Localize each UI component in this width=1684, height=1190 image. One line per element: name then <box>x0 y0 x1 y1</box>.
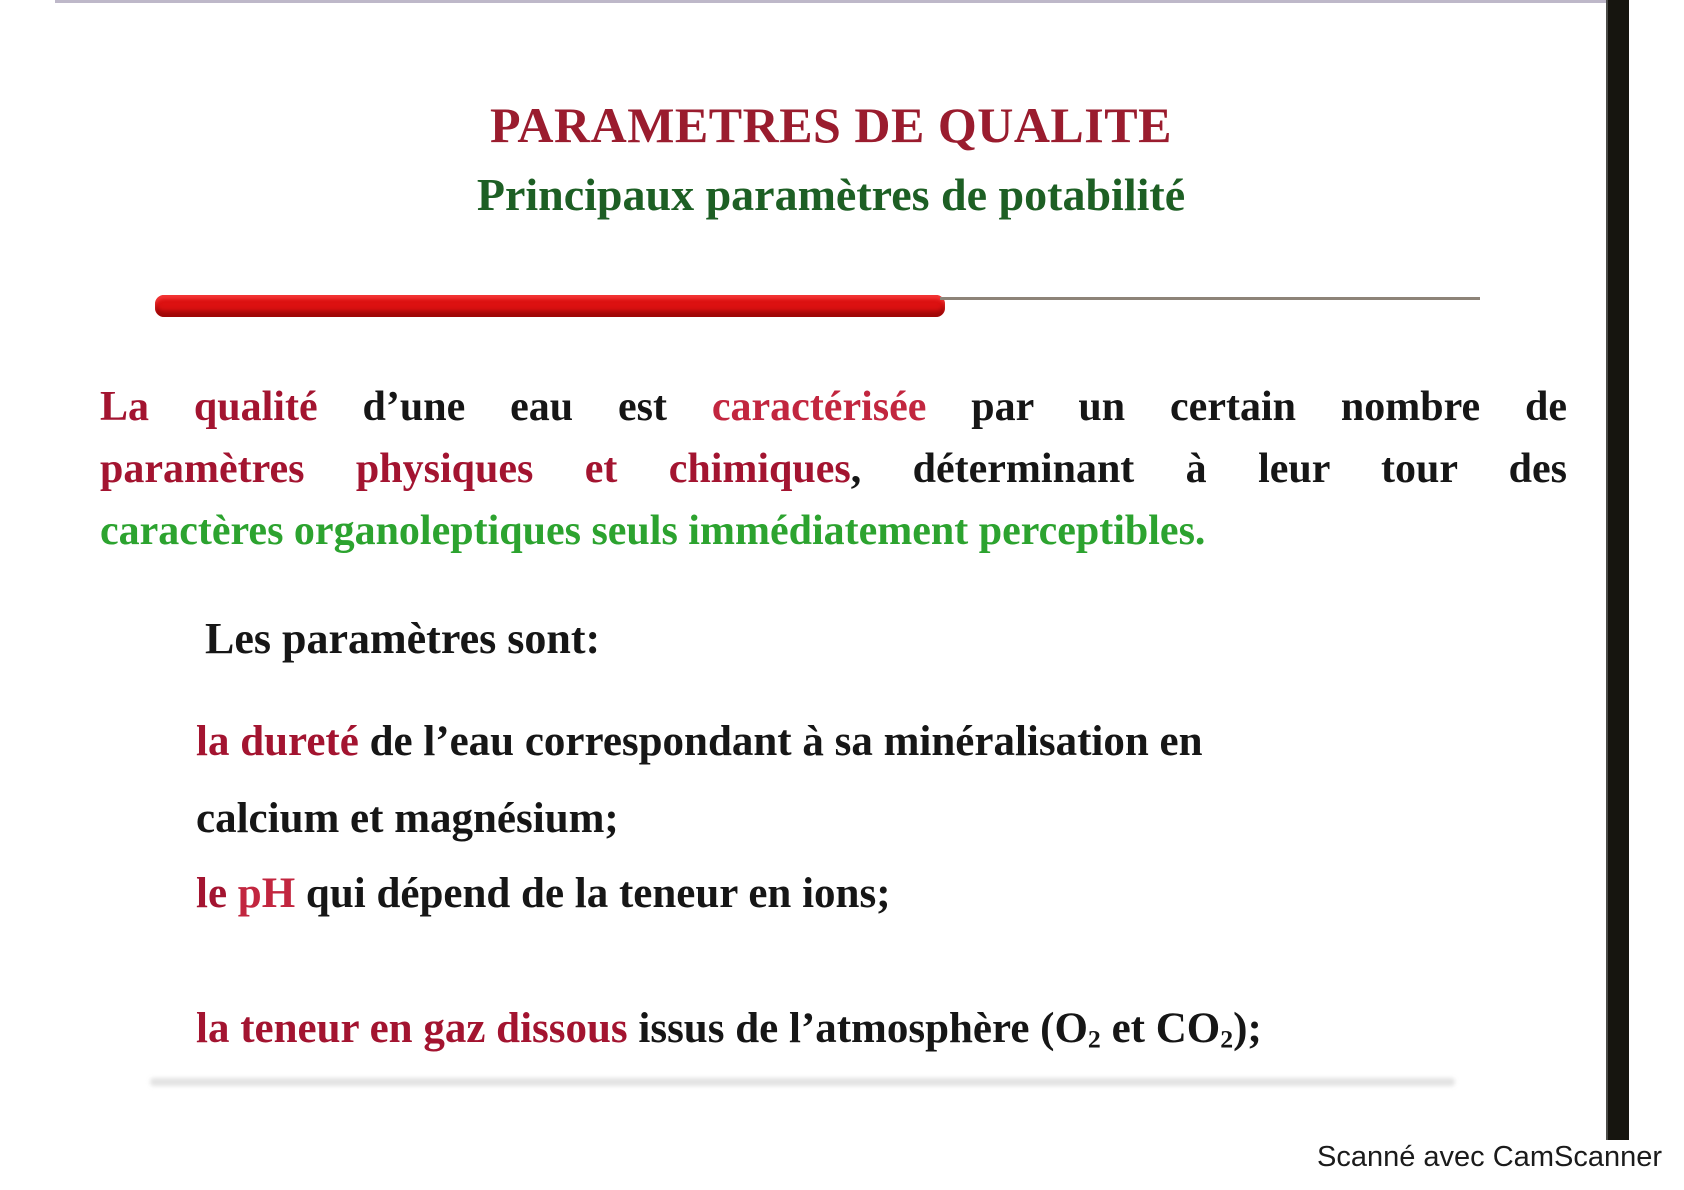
page-top-edge-line <box>55 0 1607 3</box>
bullet-dissolved-gases <box>196 999 1536 1070</box>
bullet-dissolved-gases-line: la teneur en gaz dissous issus de l’atmosphère ($O_2$ et $CO_2$); <box>196 1005 1262 1054</box>
paragraph-line-2: paramètres physiques et chimiques, déterminant à leur tour des <box>100 446 1567 492</box>
scan-smudge-line <box>150 1078 1455 1086</box>
red-divider-bar <box>155 295 945 317</box>
thin-rule-line <box>940 297 1480 300</box>
intro-paragraph <box>100 376 1567 562</box>
bullet-hardness-line-2: calcium et magnésium; <box>196 795 619 842</box>
section-heading: Les paramètres sont: <box>205 614 601 663</box>
page-title: PARAMETRES DE QUALITE <box>490 97 1172 153</box>
bullet-ph-line: le pH qui dépend de la teneur en ions; <box>196 870 891 917</box>
page-subtitle: Principaux paramètres de potabilité <box>476 169 1186 220</box>
bullet-hardness <box>196 703 1466 857</box>
scan-right-edge-bar <box>1606 0 1629 1140</box>
camscanner-watermark: Scanné avec CamScanner <box>1317 1141 1662 1173</box>
paragraph-line-3: caractères organoleptiques seuls immédiatement perceptibles. <box>100 508 1206 554</box>
bullet-ph <box>196 864 1496 924</box>
paragraph-line-1: La qualité d’une eau est caractérisée par un certain nombre de <box>100 384 1568 430</box>
bullet-hardness-line-1: la dureté de l’eau correspondant à sa minéralisation en <box>196 718 1203 765</box>
